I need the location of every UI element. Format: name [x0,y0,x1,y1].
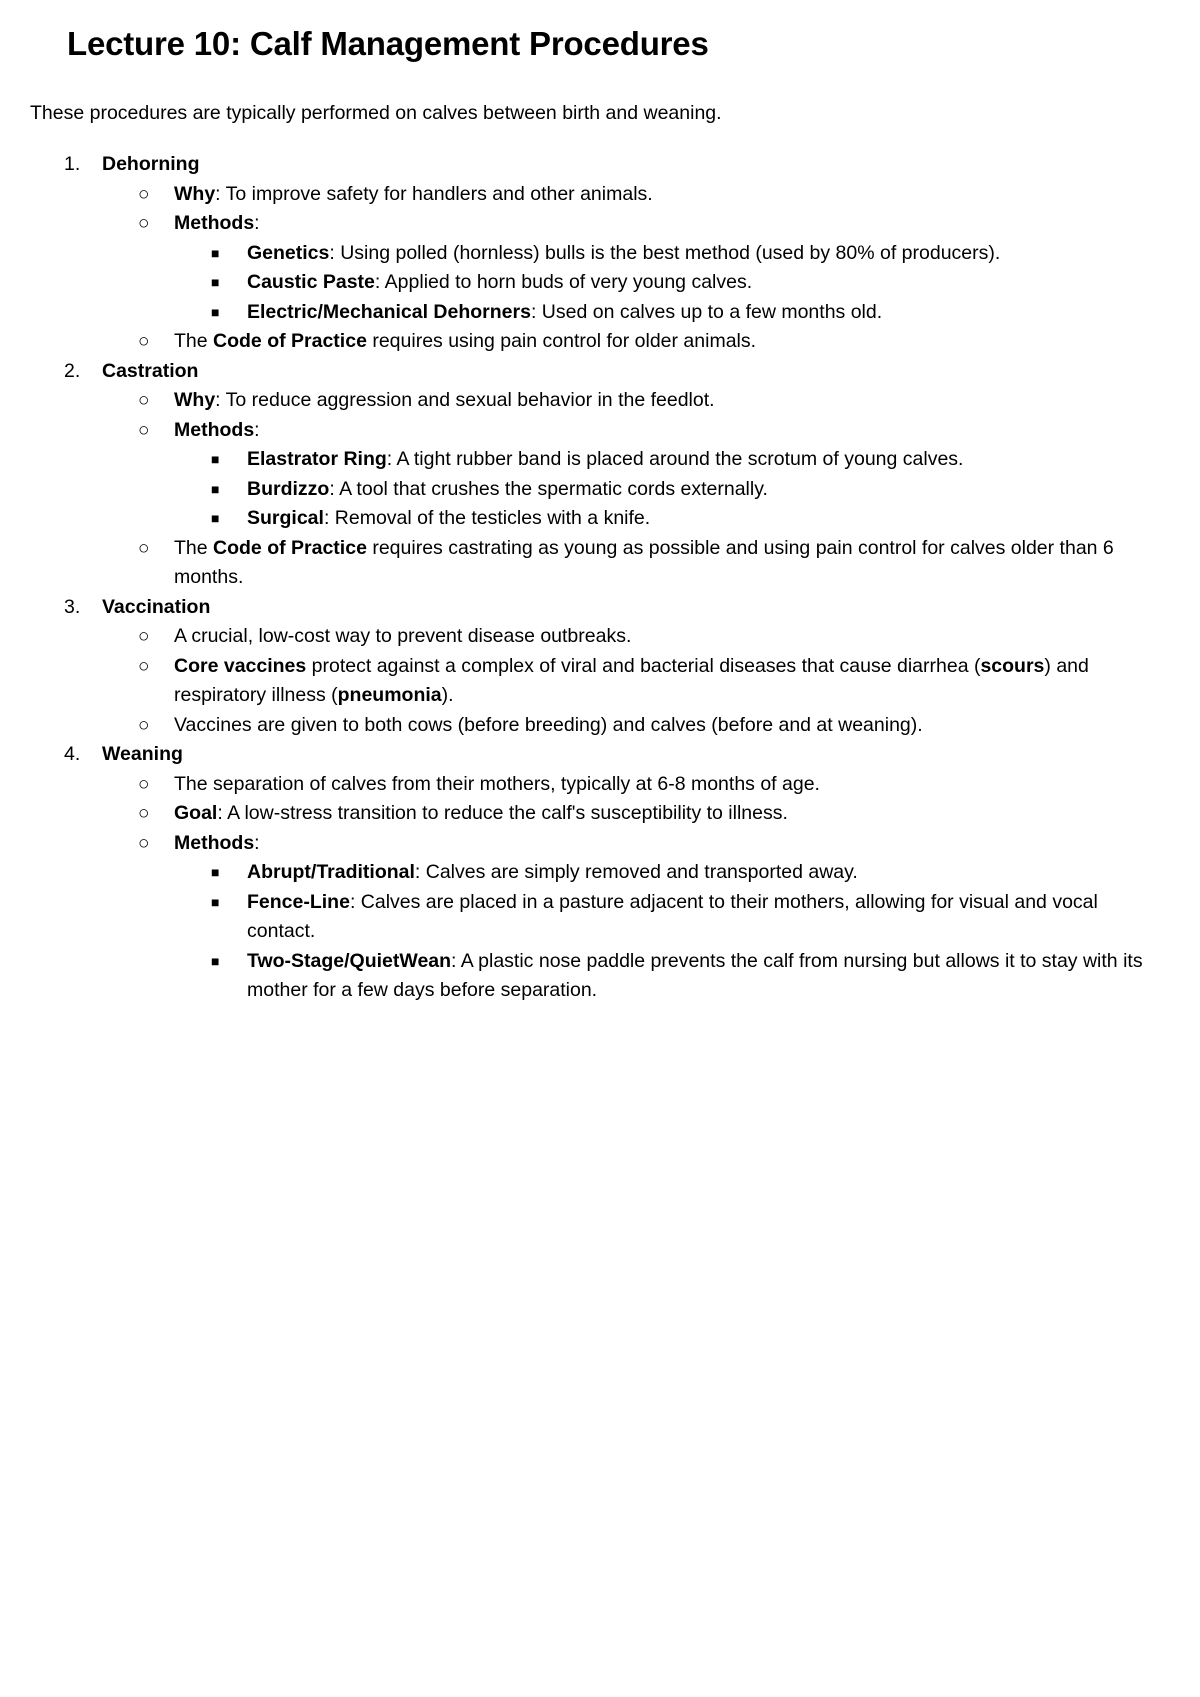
hollow-circle-bullet-icon: ○ [138,213,150,234]
procedure-list [0,150,1200,1006]
item-text: requires using pain control for older animals. [366,330,757,352]
list-number: 2. [64,359,81,382]
item-text: requires castrating as young as possible and using pain control for calves older than 6 months. [174,536,1114,588]
method-text: : Calves are placed in a pasture adjacent to their mothers, allowing for visual and vocal contact. [247,890,1098,942]
method-name: Abrupt/Traditional [247,861,415,883]
section-heading: Weaning [102,743,183,765]
method-text: : A plastic nose paddle prevents the calf from nursing but allows it to stay with its mother for a few days before separation. [247,949,1143,1001]
item-text: The [174,330,214,352]
hollow-circle-bullet-icon: ○ [138,331,150,352]
method-text: : Removal of the testicles with a knife. [323,507,651,529]
list-item [0,209,1200,239]
list-item [0,534,1200,593]
item-text: : To reduce aggression and sexual behavior in the feedlot. [215,389,715,411]
list-item [0,268,1200,298]
method-name: Elastrator Ring [247,448,387,470]
page-title: Lecture 10: Calf Management Procedures [67,25,709,62]
list-item-vaccination [0,593,1200,623]
method-name: Fence-Line [247,890,350,913]
method-text: : Applied to horn buds of very young calves. [374,271,753,293]
method-name: Caustic Paste [247,271,375,293]
hollow-circle-bullet-icon: ○ [138,419,150,441]
hollow-circle-bullet-icon: ○ [138,714,150,736]
square-bullet-icon: ■ [211,244,220,261]
list-item [0,298,1200,328]
method-text: : A tool that crushes the spermatic cords externally. [329,477,768,500]
list-item [0,711,1200,741]
hollow-circle-bullet-icon: ○ [138,183,150,205]
square-bullet-icon: ■ [211,480,220,497]
method-text: : Used on calves up to a few months old. [530,300,883,323]
section-heading: Vaccination [102,595,211,618]
square-bullet-icon: ■ [211,451,220,467]
item-label: Why [174,182,216,205]
item-label: Why [174,389,216,411]
list-item-dehorning [0,150,1200,180]
item-text: ). [441,684,454,706]
method-name: Surgical [247,507,324,529]
item-text: The separation of calves from their mothers, typically at 6-8 months of age. [174,772,820,795]
method-text: : Using polled (hornless) bulls is the best method (used by 80% of producers). [329,241,1001,264]
square-bullet-icon: ■ [211,274,220,290]
item-label: Code of Practice [213,536,367,559]
hollow-circle-bullet-icon: ○ [138,773,150,795]
list-item [0,888,1200,947]
item-text: : [254,418,260,441]
hollow-circle-bullet-icon: ○ [138,537,150,559]
hollow-circle-bullet-icon: ○ [138,803,150,824]
list-item [0,239,1200,269]
section-heading: Dehorning [102,153,200,175]
method-name: Two-Stage/QuietWean [247,949,452,972]
item-text: A crucial, low-cost way to prevent disease outbreaks. [174,625,632,647]
list-item [0,475,1200,505]
list-number: 4. [64,743,81,765]
list-item [0,445,1200,475]
term-pneumonia: pneumonia [337,684,442,706]
item-label: Core vaccines [174,654,307,677]
item-text: : To improve safety for handlers and other animals. [215,182,653,205]
item-text: : [254,831,260,854]
item-text: protect against a complex of viral and bacterial diseases that cause diarrhea ( [306,654,981,677]
list-item [0,504,1200,534]
square-bullet-icon: ■ [211,510,220,526]
list-item [0,799,1200,829]
method-name: Burdizzo [247,477,330,500]
method-text: : A tight rubber band is placed around the scrotum of young calves. [386,448,964,470]
square-bullet-icon: ■ [211,952,220,969]
hollow-circle-bullet-icon: ○ [138,626,150,647]
list-item-weaning [0,740,1200,770]
method-name: Genetics [247,241,330,264]
square-bullet-icon: ■ [211,893,220,910]
item-label: Code of Practice [213,330,367,352]
intro-paragraph: These procedures are typically performed on calves between birth and weaning. [30,102,722,124]
list-number: 1. [64,153,81,175]
square-bullet-icon: ■ [211,303,220,320]
item-text: Vaccines are given to both cows (before breeding) and calves (before and at weaning). [174,713,923,736]
item-label: Goal [174,802,218,824]
method-name: Electric/Mechanical Dehorners [247,300,531,323]
list-item [0,386,1200,416]
item-label: Methods [174,212,255,234]
list-item [0,652,1200,711]
list-item [0,416,1200,446]
list-item [0,947,1200,1006]
item-text: : A low-stress transition to reduce the calf's susceptibility to illness. [217,802,788,824]
square-bullet-icon: ■ [211,864,220,880]
list-item [0,770,1200,800]
list-item [0,180,1200,210]
hollow-circle-bullet-icon: ○ [138,390,150,411]
method-text: : Calves are simply removed and transported away. [414,861,858,883]
item-text: ) and respiratory illness ( [174,654,1089,706]
item-text: The [174,536,214,559]
item-label: Methods [174,831,255,854]
list-item [0,327,1200,357]
list-number: 3. [64,595,81,618]
item-label: Methods [174,418,255,441]
list-item-castration [0,357,1200,387]
item-text: : [254,212,260,234]
list-item [0,858,1200,888]
hollow-circle-bullet-icon: ○ [138,655,150,677]
list-item [0,622,1200,652]
hollow-circle-bullet-icon: ○ [138,832,150,854]
section-heading: Castration [102,359,199,382]
term-scours: scours [980,654,1045,677]
list-item [0,829,1200,859]
